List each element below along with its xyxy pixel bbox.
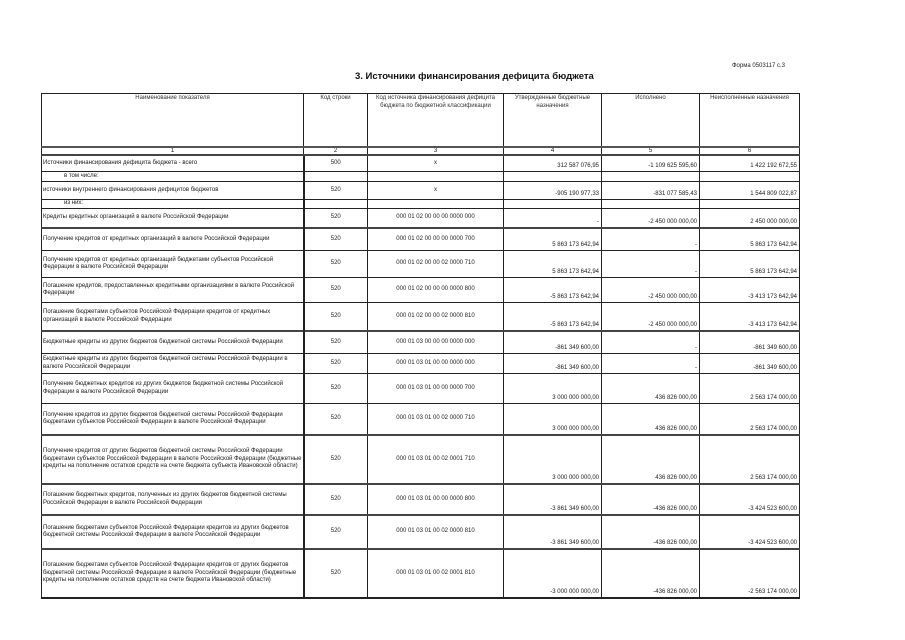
source-code-cell: 000 01 03 00 00 00 0000 000 xyxy=(368,331,504,354)
executed-amount-cell: - xyxy=(602,354,700,374)
table-row xyxy=(42,549,800,598)
executed-amount-cell xyxy=(602,172,700,182)
indicator-name-cell: Погашение кредитов, предоставленных кредитными организациями в валюте Российской Федерации xyxy=(42,278,304,303)
executed-amount-cell: -2 450 000 000,00 xyxy=(602,303,700,332)
source-code-cell: 000 01 03 01 00 02 0000 710 xyxy=(368,404,504,436)
table-row xyxy=(42,331,800,354)
table-row xyxy=(42,251,800,278)
executed-amount-cell xyxy=(602,200,700,209)
line-code-cell: 520 xyxy=(304,182,368,200)
line-code-cell: 520 xyxy=(304,278,368,303)
executed-amount-cell: -436 826 000,00 xyxy=(602,515,700,549)
unexecuted-amount-cell: -3 413 173 642,94 xyxy=(700,278,800,303)
approved-amount-cell: -3 861 349 600,00 xyxy=(504,484,602,515)
unexecuted-amount-cell: 1 422 192 672,55 xyxy=(700,155,800,172)
header-approved: Утвержденные бюджетные назначения xyxy=(504,94,602,148)
approved-amount-cell: -861 349 600,00 xyxy=(504,331,602,354)
table-row xyxy=(42,515,800,549)
source-code-cell: 000 01 03 01 00 02 0001 810 xyxy=(368,549,504,598)
approved-amount-cell: 5 863 173 642,94 xyxy=(504,251,602,278)
executed-amount-cell: -831 077 585,43 xyxy=(602,182,700,200)
line-code-cell: 520 xyxy=(304,374,368,404)
executed-amount-cell: -2 450 000 000,00 xyxy=(602,278,700,303)
indicator-name-cell: Погашение бюджетами субъектов Российской Федерации кредитов от других бюджетов бюджетной системы Российской Федерации в валюте Российской Федерации (бюджетные кредиты на пополнение остатков средств на счете бюджета Ивановской области) xyxy=(42,549,304,598)
page-title: 3. Источники финансирования дефицита бюджета xyxy=(355,71,594,82)
table-row xyxy=(42,228,800,251)
executed-amount-cell: -2 450 000 000,00 xyxy=(602,209,700,229)
line-code-cell: 520 xyxy=(304,435,368,484)
approved-amount-cell: -861 349 600,00 xyxy=(504,354,602,374)
unexecuted-amount-cell: 5 863 173 642,94 xyxy=(700,251,800,278)
executed-amount-cell: - xyxy=(602,228,700,251)
source-code-cell: 000 01 03 01 00 00 0000 700 xyxy=(368,374,504,404)
line-code-cell: 520 xyxy=(304,354,368,374)
table-row xyxy=(42,484,800,515)
table-row xyxy=(42,404,800,436)
source-code-cell: 000 01 03 01 00 00 0000 800 xyxy=(368,484,504,515)
table-row xyxy=(42,278,800,303)
indicator-name-cell: Получение кредитов от кредитных организаций в валюте Российской Федерации xyxy=(42,228,304,251)
table-row xyxy=(42,374,800,404)
source-code-cell: 000 01 02 00 00 00 0000 800 xyxy=(368,278,504,303)
financing-sources-table xyxy=(41,93,800,599)
executed-amount-cell: -436 826 000,00 xyxy=(602,484,700,515)
source-code-cell: 000 01 02 00 00 02 0000 810 xyxy=(368,303,504,332)
unexecuted-amount-cell: 5 863 173 642,94 xyxy=(700,228,800,251)
table-row xyxy=(42,303,800,332)
line-code-cell: 500 xyxy=(304,155,368,172)
source-code-cell: x xyxy=(368,182,504,200)
header-source-code: Код источника финансирования дефицита бюджета по бюджетной классификации xyxy=(368,94,504,148)
table-row xyxy=(42,155,800,172)
indicator-name-cell: источники внутреннего финансирования дефицитов бюджетов xyxy=(42,182,304,200)
unexecuted-amount-cell: -2 563 174 000,00 xyxy=(700,549,800,598)
line-code-cell: 520 xyxy=(304,209,368,229)
unexecuted-amount-cell: 2 450 000 000,00 xyxy=(700,209,800,229)
indicator-name-cell: Получение бюджетных кредитов из других бюджетов бюджетной системы Российской Федерации в валюте Российской Федерации xyxy=(42,374,304,404)
line-code-cell: 520 xyxy=(304,228,368,251)
form-code: Форма 0503117 с.3 xyxy=(732,63,785,69)
indicator-name-cell: Погашение бюджетами субъектов Российской Федерации кредитов от кредитных организаций в валюте Российской Федерации xyxy=(42,303,304,332)
approved-amount-cell: -3 000 000 000,00 xyxy=(504,549,602,598)
unexecuted-amount-cell xyxy=(700,172,800,182)
source-code-cell: x xyxy=(368,155,504,172)
approved-amount-cell: 3 000 000 000,00 xyxy=(504,374,602,404)
unexecuted-amount-cell: -3 413 173 642,94 xyxy=(700,303,800,332)
unexecuted-amount-cell: 2 563 174 000,00 xyxy=(700,435,800,484)
line-code-cell: 520 xyxy=(304,303,368,332)
unexecuted-amount-cell: 1 544 809 022,87 xyxy=(700,182,800,200)
source-code-cell xyxy=(368,172,504,182)
indicator-name-cell: в том числе: xyxy=(42,172,304,182)
approved-amount-cell: -5 863 173 642,94 xyxy=(504,303,602,332)
table-row xyxy=(42,182,800,200)
executed-amount-cell: -1 109 625 595,60 xyxy=(602,155,700,172)
source-code-cell: 000 01 02 00 00 00 0000 000 xyxy=(368,209,504,229)
executed-amount-cell: 436 826 000,00 xyxy=(602,374,700,404)
unexecuted-amount-cell: -861 349 600,00 xyxy=(700,331,800,354)
header-line-code: Код строки xyxy=(304,94,368,148)
indicator-name-cell: Кредиты кредитных организаций в валюте Российской Федерации xyxy=(42,209,304,229)
line-code-cell: 520 xyxy=(304,484,368,515)
indicator-name-cell: из них: xyxy=(42,200,304,209)
line-code-cell: 520 xyxy=(304,549,368,598)
line-code-cell xyxy=(304,200,368,209)
executed-amount-cell: - xyxy=(602,251,700,278)
unexecuted-amount-cell: -861 349 600,00 xyxy=(700,354,800,374)
approved-amount-cell: 3 000 000 000,00 xyxy=(504,435,602,484)
source-code-cell: 000 01 03 01 00 00 0000 000 xyxy=(368,354,504,374)
unexecuted-amount-cell: 2 563 174 000,00 xyxy=(700,404,800,436)
table-row xyxy=(42,435,800,484)
executed-amount-cell: 436 826 000,00 xyxy=(602,404,700,436)
line-code-cell: 520 xyxy=(304,404,368,436)
source-code-cell: 000 01 02 00 00 02 0000 710 xyxy=(368,251,504,278)
executed-amount-cell: -436 826 000,00 xyxy=(602,549,700,598)
approved-amount-cell: 3 000 000 000,00 xyxy=(504,404,602,436)
header-executed: Исполнено xyxy=(602,94,700,148)
indicator-name-cell: Бюджетные кредиты из других бюджетов бюджетной системы Российской Федерации xyxy=(42,331,304,354)
source-code-cell: 000 01 03 01 00 02 0000 810 xyxy=(368,515,504,549)
table-row xyxy=(42,209,800,229)
indicator-name-cell: Погашение бюджетами субъектов Российской Федерации кредитов из других бюджетов бюджетной системы Российской Федерации в валюте Российской Федерации xyxy=(42,515,304,549)
approved-amount-cell xyxy=(504,172,602,182)
line-code-cell: 520 xyxy=(304,251,368,278)
source-code-cell: 000 01 02 00 00 00 0000 700 xyxy=(368,228,504,251)
source-code-cell: 000 01 03 01 00 02 0001 710 xyxy=(368,435,504,484)
column-number: 6 xyxy=(700,147,800,155)
executed-amount-cell: 436 826 000,00 xyxy=(602,435,700,484)
table-row xyxy=(42,354,800,374)
indicator-name-cell: Получение кредитов от других бюджетов бюджетной системы Российской Федерации бюджетами субъектов Российской Федерации в валюте Российской Федерации (бюджетные кредиты на пополнение остатков средств на счете бюджета субъекта Ивановской области) xyxy=(42,435,304,484)
column-number: 5 xyxy=(602,147,700,155)
column-number: 1 xyxy=(42,147,304,155)
approved-amount-cell: 312 587 076,95 xyxy=(504,155,602,172)
header-indicator-name: Наименование показателя xyxy=(42,94,304,148)
line-code-cell xyxy=(304,172,368,182)
indicator-name-cell: Источники финансирования дефицита бюджета - всего xyxy=(42,155,304,172)
executed-amount-cell: - xyxy=(602,331,700,354)
approved-amount-cell: -5 863 173 642,94 xyxy=(504,278,602,303)
header-row xyxy=(42,94,800,148)
source-code-cell xyxy=(368,200,504,209)
approved-amount-cell: - xyxy=(504,209,602,229)
table-row xyxy=(42,172,800,182)
table-row xyxy=(42,200,800,209)
approved-amount-cell: -905 190 977,33 xyxy=(504,182,602,200)
approved-amount-cell: -3 861 349 600,00 xyxy=(504,515,602,549)
header-unexecuted: Неисполненные назначения xyxy=(700,94,800,148)
approved-amount-cell: 5 863 173 642,94 xyxy=(504,228,602,251)
indicator-name-cell: Получение кредитов от кредитных организаций бюджетами субъектов Российской Федерации в валюте Российской Федерации xyxy=(42,251,304,278)
unexecuted-amount-cell: -3 424 523 600,00 xyxy=(700,484,800,515)
column-number: 2 xyxy=(304,147,368,155)
approved-amount-cell xyxy=(504,200,602,209)
unexecuted-amount-cell: 2 563 174 000,00 xyxy=(700,374,800,404)
line-code-cell: 520 xyxy=(304,331,368,354)
column-number-row xyxy=(42,147,800,155)
indicator-name-cell: Бюджетные кредиты из других бюджетов бюджетной системы Российской Федерации в валюте Российской Федерации xyxy=(42,354,304,374)
line-code-cell: 520 xyxy=(304,515,368,549)
indicator-name-cell: Получение кредитов из других бюджетов бюджетной системы Российской Федерации бюджетами субъектов Российской Федерации в валюте Российской Федерации xyxy=(42,404,304,436)
column-number: 3 xyxy=(368,147,504,155)
unexecuted-amount-cell xyxy=(700,200,800,209)
column-number: 4 xyxy=(504,147,602,155)
unexecuted-amount-cell: -3 424 523 600,00 xyxy=(700,515,800,549)
indicator-name-cell: Погашение бюджетных кредитов, полученных из других бюджетов бюджетной системы Российской Федерации в валюте Российской Федерации xyxy=(42,484,304,515)
